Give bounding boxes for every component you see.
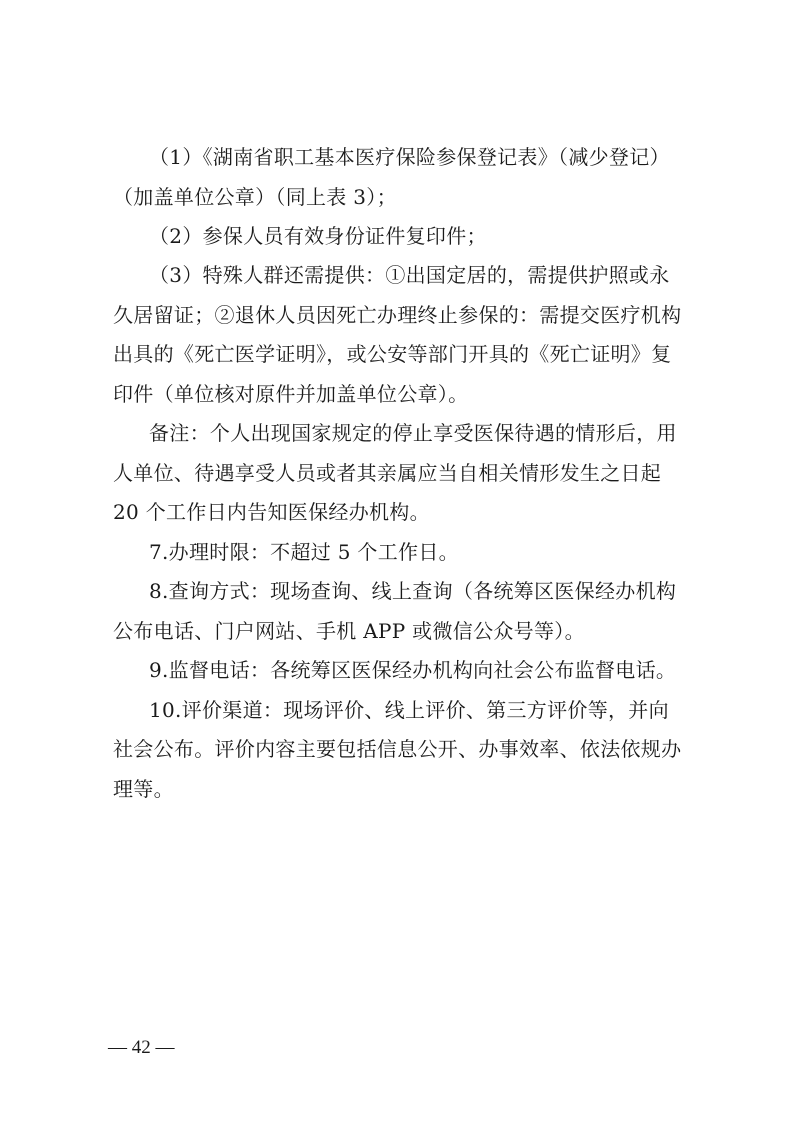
text-line: 久居留证；②退休人员因死亡办理终止参保的：需提交医疗机构 [113, 303, 682, 327]
text-line: （3）特殊人群还需提供：①出国定居的，需提供护照或永 [149, 263, 670, 287]
text-line: 人单位、待遇享受人员或者其亲属应当自相关情形发生之日起 [113, 461, 662, 485]
text-line: （加盖单位公章）（同上表 3）； [113, 185, 397, 209]
text-line: （2）参保人员有效身份证件复印件； [149, 224, 487, 248]
text-line: 备注：个人出现国家规定的停止享受医保待遇的情形后，用 [149, 421, 677, 445]
text-line: 社会公布。评价内容主要包括信息公开、办事效率、依法依规办 [113, 737, 682, 761]
text-line: 出具的《死亡医学证明》，或公安等部门开具的《死亡证明》复 [113, 342, 672, 366]
text-line: 8.查询方式：现场查询、线上查询（各统筹区医保经办机构 [149, 579, 677, 603]
text-line: （1）《湖南省职工基本医疗保险参保登记表》（减少登记） [149, 145, 670, 169]
text-line: 公布电话、门户网站、手机 APP 或微信公众号等）。 [113, 619, 585, 643]
text-line: 理等。 [113, 777, 174, 801]
text-line: 20 个工作日内告知医保经办机构。 [113, 500, 430, 524]
text-line: 10.评价渠道：现场评价、线上评价、第三方评价等，并向 [149, 698, 669, 722]
text-line: 7.办理时限：不超过 5 个工作日。 [149, 540, 459, 564]
text-line: 9.监督电话：各统筹区医保经办机构向社会公布监督电话。 [149, 658, 677, 682]
page-number: — 42 — [108, 1037, 175, 1058]
text-line: 印件（单位核对原件并加盖单位公章）。 [113, 382, 469, 406]
